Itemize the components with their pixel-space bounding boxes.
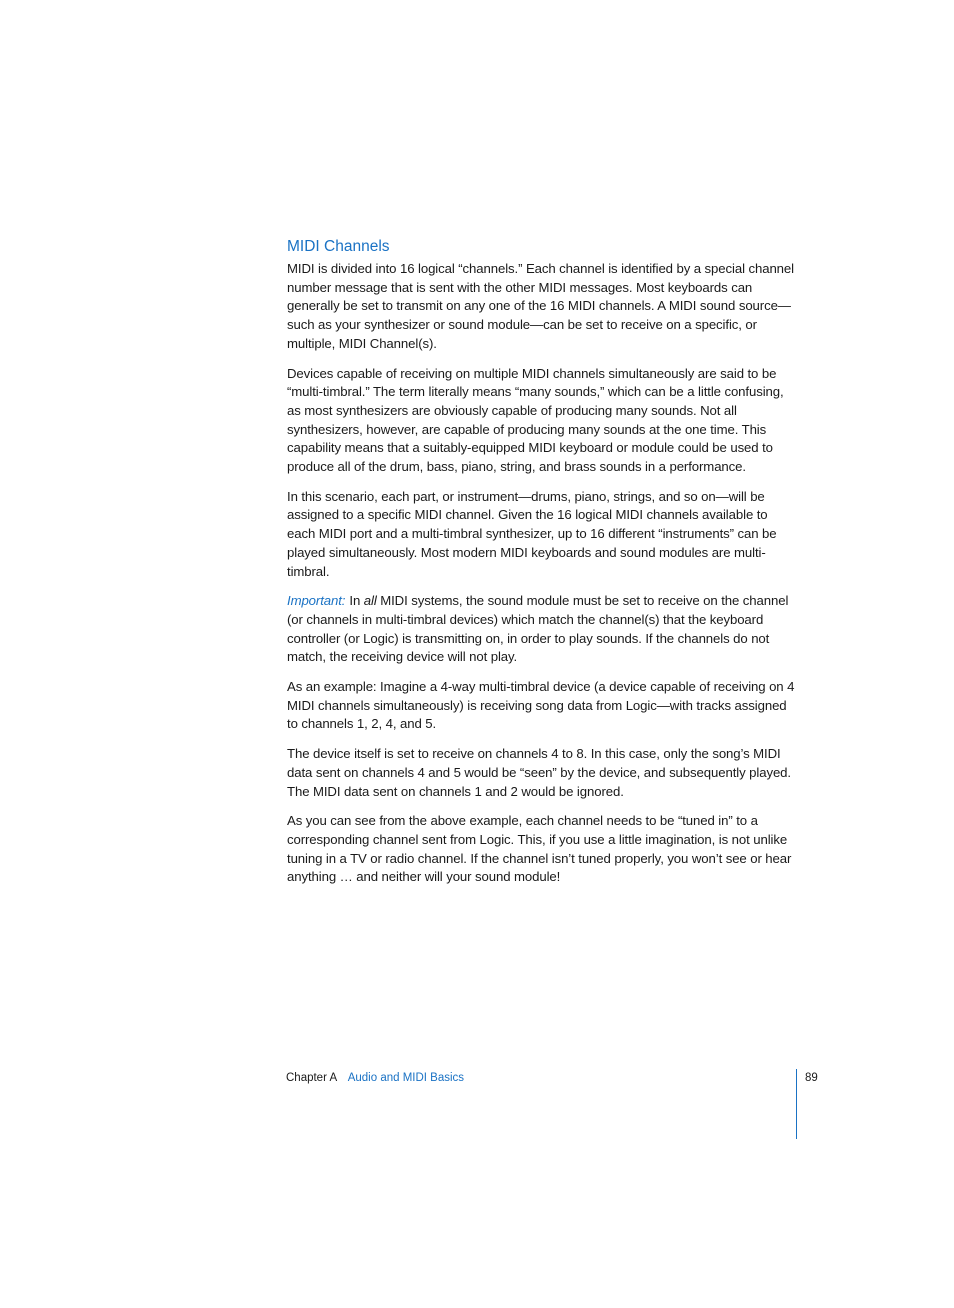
paragraph-multi-timbral: Devices capable of receiving on multiple MIDI channels simultaneously are said to be “multi-timbral.” The term literally means “many sounds,” which can be a little confusing, as most synthesizers are obviously capable of producing many sounds. Not all synthesizers, however, are capable of producing many sounds at the one time. This capability means that a suitably-equipped MIDI keyboard or module could be used to produce all of the drum, bass, piano, string, and brass sounds in a performance.: [287, 365, 784, 475]
important-text-emphasis: all: [363, 593, 377, 609]
paragraph-important-note: [287, 592, 799, 667]
paragraph-tuned-in: As you can see from the above example, each channel needs to be “tuned in” to a corresponding channel sent from Logic. This, if you use a little imagination, is not unlike tuning in a TV or radio channel. If the channel isn’t tuned properly, you won’t see or hear anything … and neither will your sound module!: [287, 813, 792, 885]
page-footer: [286, 1071, 464, 1085]
footer-divider: [796, 1069, 797, 1139]
footer-chapter-label: Chapter A: [286, 1072, 338, 1084]
footer-chapter-title[interactable]: Audio and MIDI Basics: [347, 1072, 465, 1084]
paragraph-midi-channels-intro: MIDI is divided into 16 logical “channels.” Each channel is identified by a special channel number message that is sent with the other MIDI messages. Most keyboards can generally be set to transmit on any one of the 16 MIDI channels. A MIDI sound source—such as your synthesizer or sound module—can be set to receive on a specific, or multiple, MIDI Channel(s).: [287, 261, 794, 351]
paragraph-scenario: In this scenario, each part, or instrument—drums, piano, strings, and so on—will be assigned to a specific MIDI channel. Given the 16 logical MIDI channels available to each MIDI port and a multi-timbral synthesizer, up to 16 different “instruments” can be played simultaneously. Most modern MIDI keyboards and sound modules are multi-timbral.: [287, 488, 777, 579]
important-label: Important:: [287, 593, 346, 609]
important-text-post: MIDI systems, the sound module must be set to receive on the channel (or channels in multi-timbral devices) which match the channel(s) that the keyboard controller (or Logic) is transmitting on, in order to play sounds. If the channels do not match, the receiving device will not play.: [287, 593, 789, 665]
paragraph-device-channels: The device itself is set to receive on channels 4 to 8. In this case, only the song’s MIDI data sent on channels 4 and 5 would be “seen” by the device, and subsequently played. The MIDI data sent on channels 1 and 2 would be ignored.: [287, 746, 791, 799]
section-title: MIDI Channels: [287, 238, 390, 255]
page-content: [287, 236, 799, 898]
paragraph-example: As an example: Imagine a 4-way multi-timbral device (a device capable of receiving on 4 MIDI channels simultaneously) is receiving song data from Logic—with tracks assigned to channels 1, 2, 4, and 5.: [287, 679, 795, 732]
important-text-pre: In: [349, 593, 364, 609]
page-number: 89: [805, 1072, 818, 1084]
